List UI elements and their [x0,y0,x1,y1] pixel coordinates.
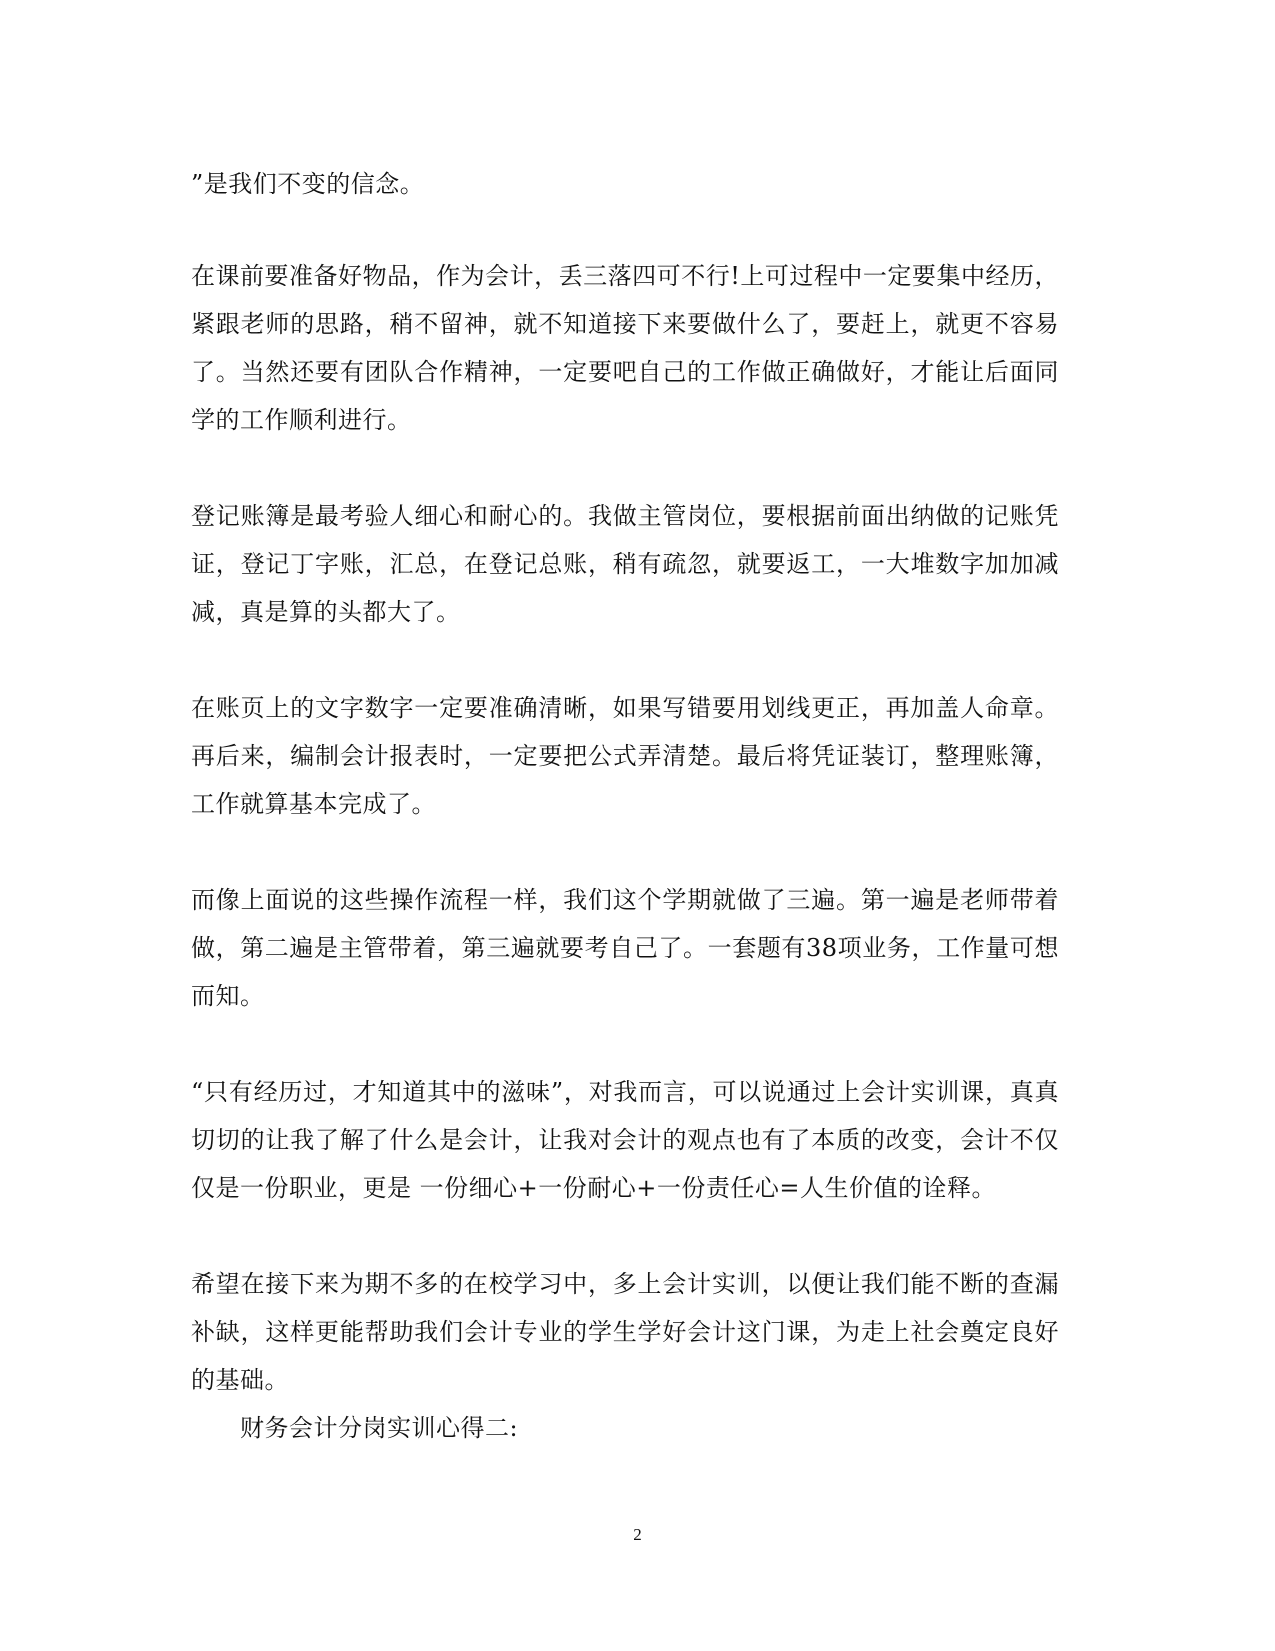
paragraph-1: ”是我们不变的信念。 [191,170,425,198]
paragraph-3: 登记账簿是最考验人细心和耐心的。我做主管岗位，要根据前面出纳做的记账凭证，登记丁字账，汇总，在登记总账，稍有疏忽，就要返工，一大堆数字加加减减，真是算的头都大了。 [191,502,1059,626]
paragraph-5: 而像上面说的这些操作流程一样，我们这个学期就做了三遍。第一遍是老师带着做，第二遍是主管带着，第三遍就要考自己了。一套题有38项业务，工作量可想而知。 [191,886,1059,1010]
paragraph-6: “只有经历过，才知道其中的滋味”，对我而言，可以说通过上会计实训课，真真切切的让我了解了什么是会计，让我对会计的观点也有了本质的改变，会计不仅仅是一份职业，更是 一份细心+一份耐心+一份责任心=人生价值的诠释。 [191,1078,1059,1202]
paragraph-2: 在课前要准备好物品，作为会计，丢三落四可不行!上可过程中一定要集中经历，紧跟老师的思路，稍不留神，就不知道接下来要做什么了，要赶上，就更不容易了。当然还要有团队合作精神，一定要吧自己的工作做正确做好，才能让后面同学的工作顺利进行。 [191,262,1059,434]
paragraph-4: 在账页上的文字数字一定要准确清晰，如果写错要用划线更正，再加盖人命章。再后来，编制会计报表时，一定要把公式弄清楚。最后将凭证装订，整理账簿，工作就算基本完成了。 [191,694,1059,818]
page-number: 2 [633,1525,642,1544]
section-heading: 财务会计分岗实训心得二: [240,1414,519,1442]
paragraph-7: 希望在接下来为期不多的在校学习中，多上会计实训，以便让我们能不断的查漏补缺，这样更能帮助我们会计专业的学生学好会计这门课，为走上社会奠定良好的基础。 [191,1270,1059,1394]
